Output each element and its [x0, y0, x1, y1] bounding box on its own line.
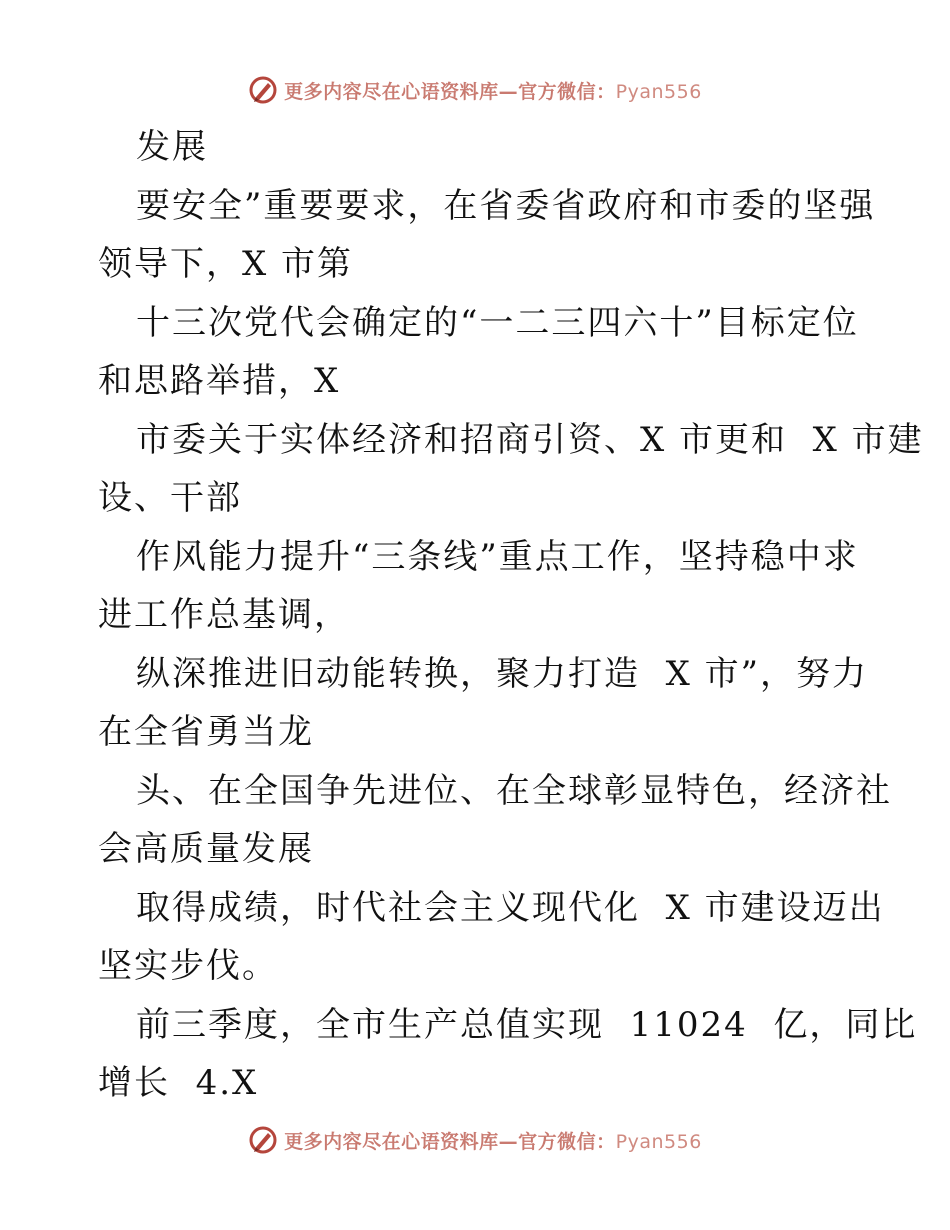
watermark-text: 更多内容尽在心语资料库—官方微信：Pyan556: [284, 80, 702, 103]
text-line: 纵深推进旧动能转换，聚力打造 X 市”，努力: [136, 653, 869, 694]
pen-logo-icon: [248, 1125, 278, 1155]
text-line: 进工作总基调，: [98, 595, 350, 635]
text-line: 要安全”重要要求，在省委省政府和市委的坚强: [136, 185, 876, 226]
text-line: 市委关于实体经济和招商引资、X 市更和 X 市建: [136, 419, 924, 460]
text-line: 十三次党代会确定的“一二三四六十”目标定位: [136, 302, 859, 343]
header-watermark: [0, 70, 950, 110]
text-line: 领导下，X 市第: [98, 244, 354, 284]
text-line: 在全省勇当龙: [98, 712, 314, 752]
document-body: [98, 118, 924, 1113]
text-line: 发展: [136, 127, 208, 167]
text-line: 作风能力提升“三条线”重点工作，坚持稳中求: [136, 536, 859, 577]
text-line: 坚实步伐。: [98, 946, 278, 986]
watermark-text: 更多内容尽在心语资料库—官方微信：Pyan556: [284, 1130, 702, 1153]
text-line: 头、在全国争先进位、在全球彰显特色，经济社: [136, 770, 892, 811]
pen-logo-icon: [248, 75, 278, 105]
text-line: 会高质量发展: [98, 829, 314, 869]
text-line: 增长 4.X: [98, 1063, 259, 1103]
text-line: 设、干部: [98, 478, 242, 518]
text-line: 和思路举措，X: [98, 361, 341, 401]
footer-watermark: [0, 1120, 950, 1160]
text-line: 前三季度，全市生产总值实现 11024 亿，同比: [136, 1004, 918, 1045]
text-line: 取得成绩，时代社会主义现代化 X 市建设迈出: [136, 887, 885, 928]
